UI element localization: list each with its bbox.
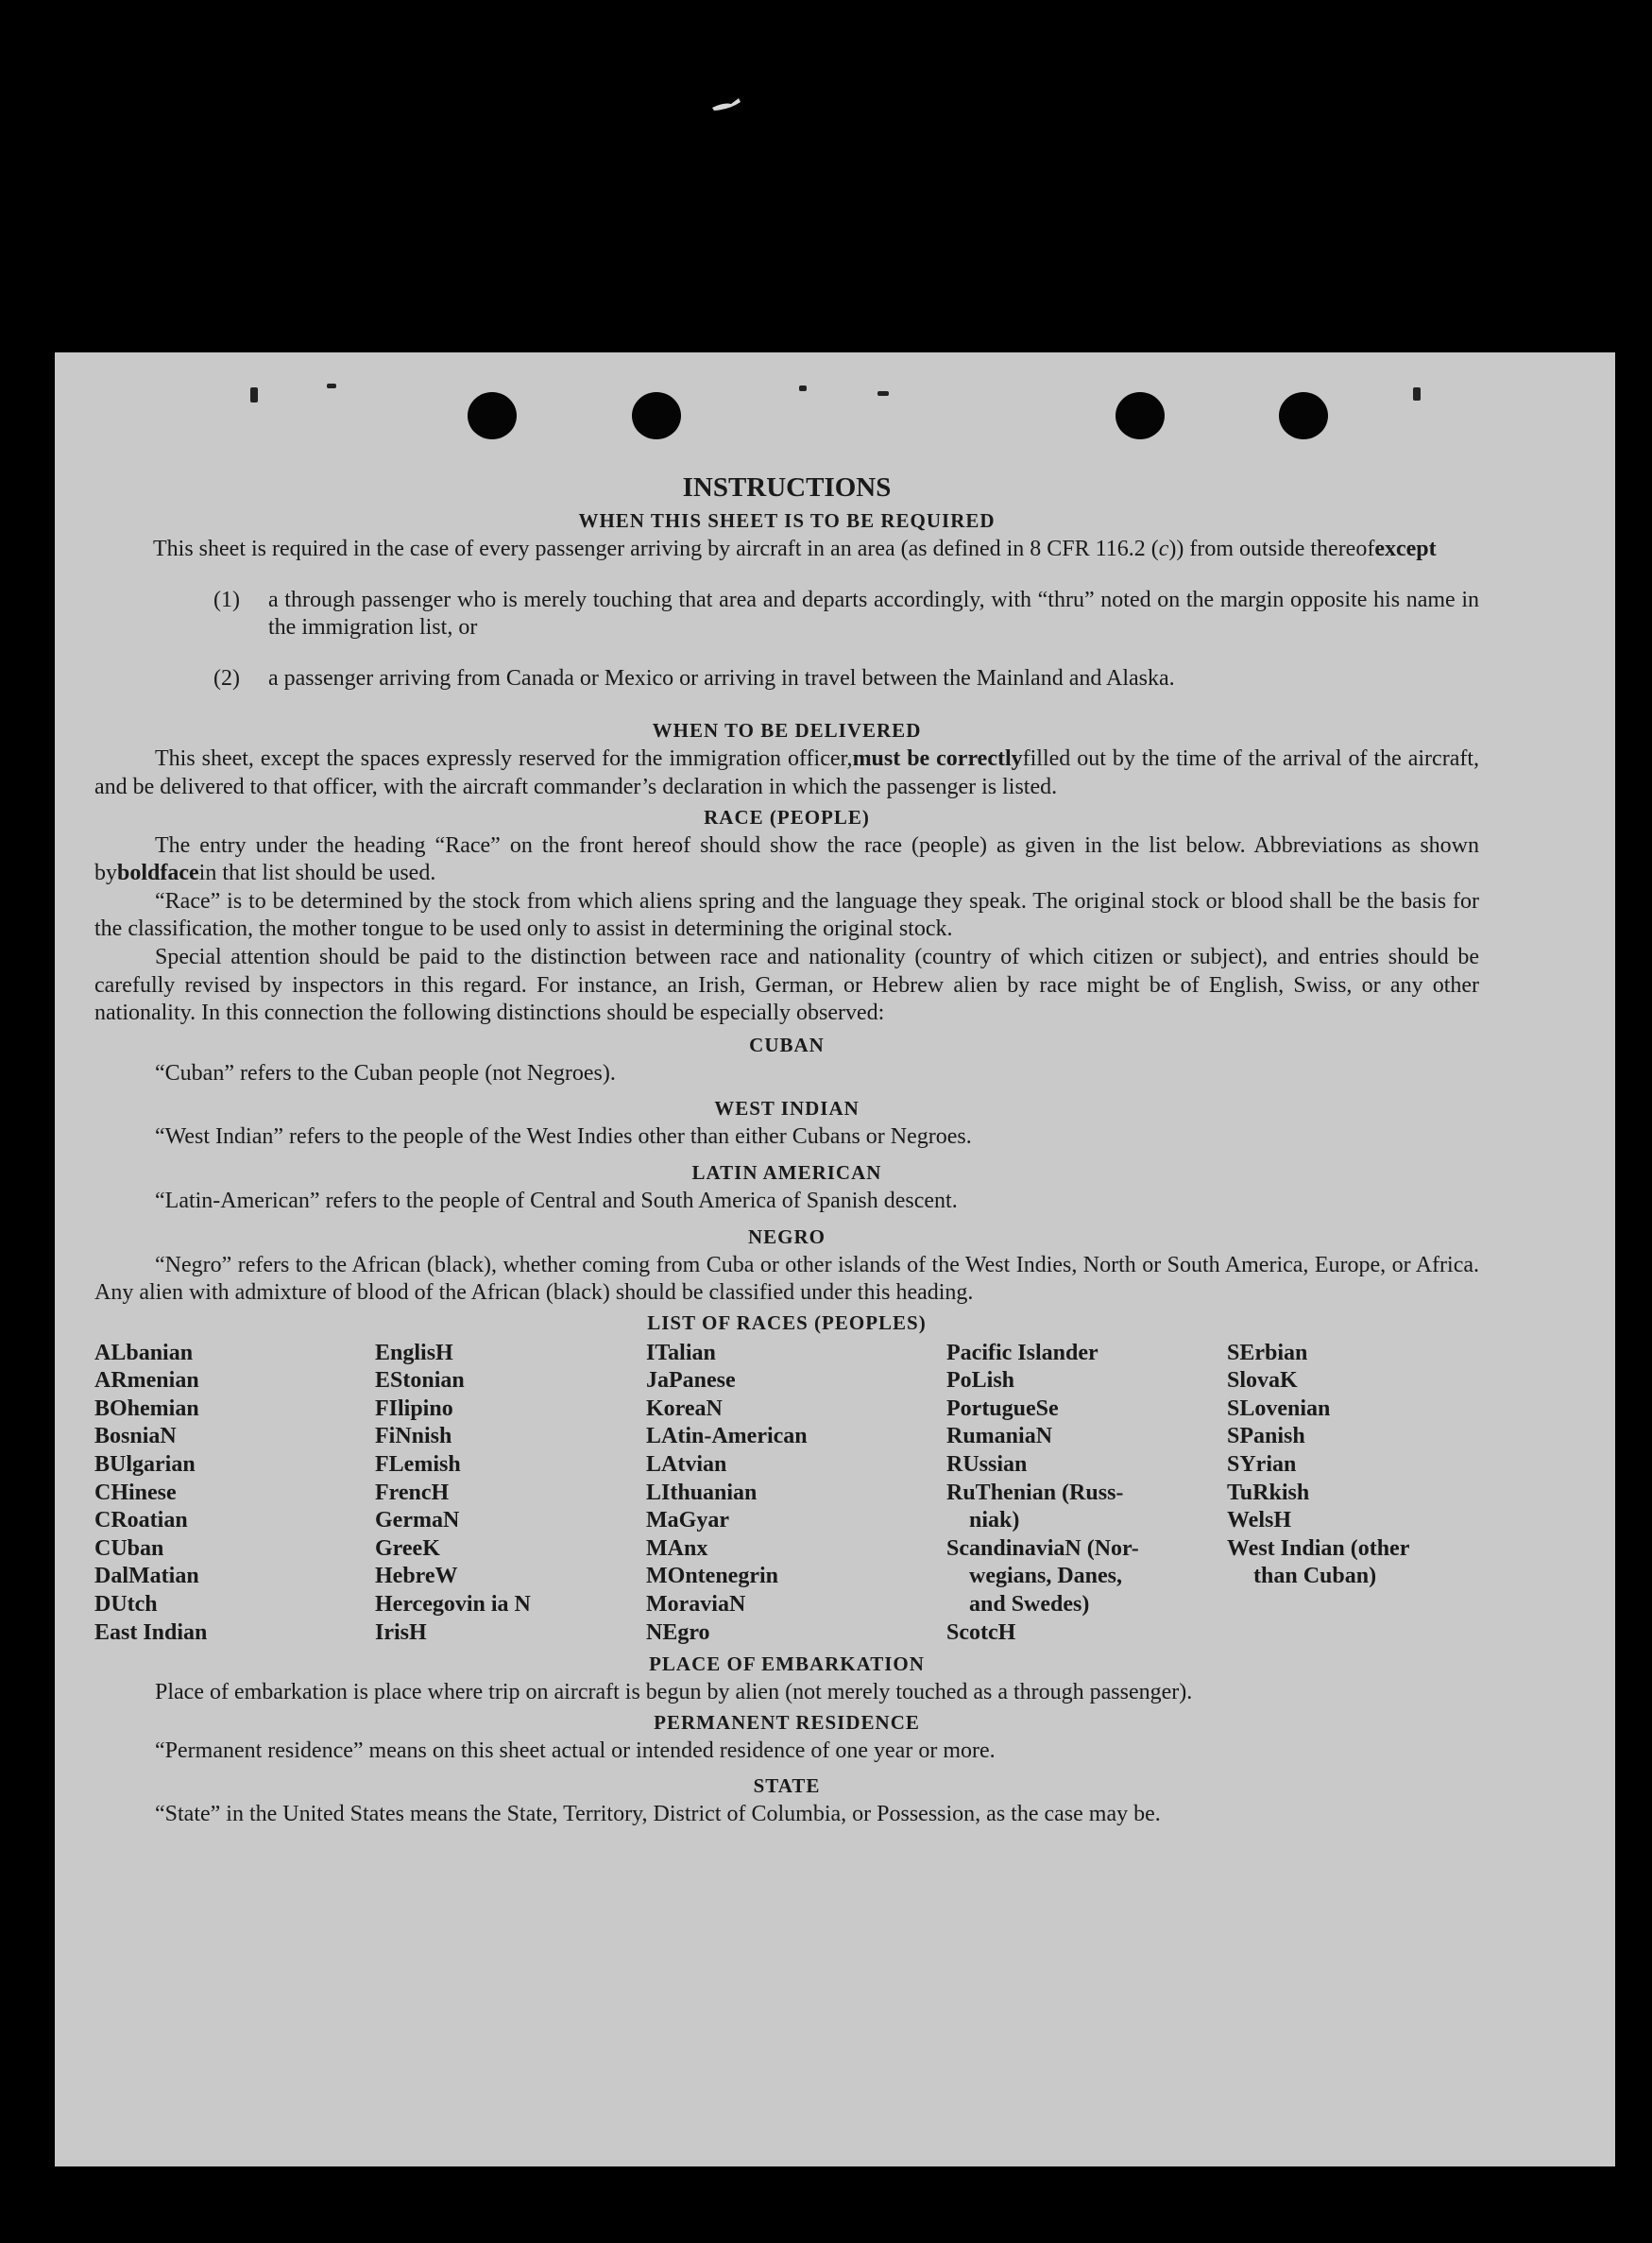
race-column-4 — [946, 1340, 1227, 1648]
heading-place-of-embarkation: PLACE OF EMBARKATION — [649, 1652, 925, 1676]
race-item: SPanish — [1227, 1424, 1305, 1449]
race-item: CRoatian — [94, 1508, 188, 1533]
heading-when-required: WHEN THIS SHEET IS TO BE REQUIRED — [578, 509, 996, 532]
race-item: LIthuanian — [646, 1480, 758, 1505]
residence-text: “Permanent residence” means on this sheet actual or intended residence of one year or more. — [155, 1738, 996, 1763]
race-column-1 — [94, 1340, 375, 1648]
race-item: RUssian — [946, 1452, 1028, 1478]
race-item: EnglisH — [375, 1340, 453, 1365]
item-number: (2) — [213, 665, 240, 691]
race-item: SlovaK — [1227, 1368, 1298, 1394]
race-p1-bold: boldface — [117, 861, 199, 886]
required-intro — [94, 536, 1479, 564]
race-p1-a: The entry under the heading “Race” on the front hereof should show the race (people) as given in the list below. Abbreviations as shown by — [94, 832, 1479, 886]
race-item: CHinese — [94, 1480, 177, 1505]
scan-mark — [710, 94, 744, 111]
race-item: FLemish — [375, 1452, 461, 1478]
race-column-2 — [375, 1340, 646, 1648]
west-indian-text: “West Indian” refers to the people of the West Indies other than either Cubans or Negroes. — [155, 1124, 972, 1150]
race-item: Hercegovin ia N — [375, 1592, 531, 1618]
punch-hole — [1116, 392, 1165, 439]
delivered-text-bold: must be correctly — [852, 746, 1023, 772]
race-item: niak) — [969, 1508, 1020, 1533]
item-text: a through passenger who is merely touching that area and departs accordingly, with “thru” noted on the margin opposite his name in the immigration list, or — [268, 587, 1479, 641]
race-item: MoraviaN — [646, 1592, 746, 1618]
race-item: NEgro — [646, 1619, 710, 1645]
heading-latin-american: LATIN AMERICAN — [691, 1160, 882, 1184]
race-list — [94, 1340, 1479, 1648]
race-item: FiNnish — [375, 1424, 452, 1449]
race-item: ScandinaviaN (Nor- — [946, 1535, 1139, 1561]
race-item: GreeK — [375, 1535, 440, 1561]
race-item: LAtin-American — [646, 1424, 808, 1449]
delivered-text-b: filled out by the time of the arrival of the aircraft, and be delivered to that officer, with the aircraft commander’s declaration in which the passenger is listed. — [94, 746, 1480, 799]
delivered-text-a: This sheet, except the spaces expressly reserved for the immigration officer, — [155, 746, 853, 772]
race-item: ARmenian — [94, 1368, 199, 1394]
race-column-3 — [646, 1340, 946, 1648]
race-item: HebreW — [375, 1564, 458, 1589]
punch-hole — [632, 392, 681, 439]
required-item-1 — [213, 587, 1479, 642]
race-item: MOntenegrin — [646, 1564, 778, 1589]
race-item: DalMatian — [94, 1564, 199, 1589]
race-item: TuRkish — [1227, 1480, 1310, 1505]
race-item: RuThenian (Russ- — [946, 1480, 1124, 1505]
race-item: PortugueSe — [946, 1395, 1059, 1421]
race-item: ScotcH — [946, 1619, 1016, 1645]
race-item: GermaN — [375, 1508, 460, 1533]
race-item: ALbanian — [94, 1340, 194, 1365]
race-item: BosniaN — [94, 1424, 177, 1449]
speck — [877, 391, 889, 396]
embarkation-text: Place of embarkation is place where trip on aircraft is begun by alien (not merely touched as a through passenger). — [155, 1680, 1193, 1705]
race-item: LAtvian — [646, 1452, 727, 1478]
page-title: INSTRUCTIONS — [682, 472, 892, 503]
race-item: SErbian — [1227, 1340, 1308, 1365]
required-item-2 — [213, 665, 1479, 693]
race-item: WelsH — [1227, 1508, 1292, 1533]
sheet-torn-corner — [1455, 352, 1615, 485]
heading-state: STATE — [753, 1774, 821, 1798]
race-item: FIlipino — [375, 1395, 453, 1421]
punch-hole — [1279, 392, 1328, 439]
race-item: West Indian (other — [1227, 1535, 1410, 1561]
item-text: a passenger arriving from Canada or Mexico or arriving in travel between the Mainland and Alaska. — [268, 665, 1175, 691]
race-item: ITalian — [646, 1340, 716, 1365]
required-intro-italic: c — [1158, 537, 1169, 561]
item-number: (1) — [213, 587, 240, 612]
race-item: KoreaN — [646, 1395, 723, 1421]
race-paragraph-3: Special attention should be paid to the distinction between race and nationality (country of which citizen or subject), and entries should be carefully revised by inspectors in this regard. For instance, an Irish, German, or Hebrew alien by race might be of English, Swiss, or any other nationality. In this connection the following distinctions should be especially observed: — [94, 944, 1479, 1026]
race-item: SYrian — [1227, 1452, 1297, 1478]
required-intro-text: This sheet is required in the case of every passenger arriving by aircraft in an area (as defined in 8 CFR 116.2 ( — [153, 537, 1159, 561]
heading-list-of-races: LIST OF RACES (PEOPLES) — [647, 1310, 927, 1334]
heading-race: RACE (PEOPLE) — [704, 805, 870, 829]
race-paragraph-2: “Race” is to be determined by the stock from which aliens spring and the language they speak. The original stock or blood shall be the basis for the classification, the mother tongue to be used only to assist in determining the original stock. — [94, 888, 1479, 942]
race-item: EStonian — [375, 1368, 465, 1394]
race-item: East Indian — [94, 1619, 208, 1645]
heading-west-indian: WEST INDIAN — [714, 1097, 860, 1121]
race-item: PoLish — [946, 1368, 1015, 1394]
race-p1-b: in that list should be used. — [198, 861, 436, 886]
race-item: BUlgarian — [94, 1452, 196, 1478]
heading-when-delivered: WHEN TO BE DELIVERED — [652, 719, 922, 743]
heading-cuban: CUBAN — [749, 1033, 825, 1056]
latin-american-text: “Latin-American” refers to the people of Central and South America of Spanish descent. — [155, 1188, 958, 1213]
punch-hole — [468, 392, 517, 439]
race-item: RumaniaN — [946, 1424, 1053, 1449]
race-item: MAnx — [646, 1535, 708, 1561]
race-item: Pacific Islander — [946, 1340, 1098, 1365]
race-item: and Swedes) — [969, 1592, 1090, 1618]
race-column-5 — [1227, 1340, 1482, 1648]
race-item: DUtch — [94, 1592, 158, 1618]
race-item: SLovenian — [1227, 1395, 1331, 1421]
race-item: CUban — [94, 1535, 164, 1561]
speck — [327, 384, 336, 388]
heading-permanent-residence: PERMANENT RESIDENCE — [654, 1710, 920, 1734]
delivered-text — [94, 745, 1479, 801]
race-item: BOhemian — [94, 1395, 199, 1421]
race-item: JaPanese — [646, 1368, 736, 1394]
instructions-content — [94, 470, 1479, 1829]
speck — [1413, 387, 1421, 401]
required-intro-except: except — [1374, 537, 1437, 561]
race-paragraph-1 — [94, 832, 1479, 888]
negro-text: “Negro” refers to the African (black), whether coming from Cuba or other islands of the West Indies, North or South America, Europe, or Africa. Any alien with admixture of blood of the African (black) should be classified under this heading. — [94, 1252, 1479, 1306]
race-item: IrisH — [375, 1619, 427, 1645]
state-text: “State” in the United States means the State, Territory, District of Columbia, or Possession, as the case may be. — [155, 1802, 1161, 1827]
race-item: than Cuban) — [1253, 1564, 1377, 1589]
cuban-text: “Cuban” refers to the Cuban people (not Negroes). — [155, 1060, 616, 1086]
speck — [799, 385, 807, 391]
race-item: MaGyar — [646, 1508, 729, 1533]
race-item: FrencH — [375, 1480, 450, 1505]
heading-negro: NEGRO — [747, 1224, 826, 1248]
speck — [250, 387, 258, 402]
race-item: wegians, Danes, — [969, 1564, 1123, 1589]
required-intro-text-2: )) from outside thereof — [1168, 537, 1375, 561]
